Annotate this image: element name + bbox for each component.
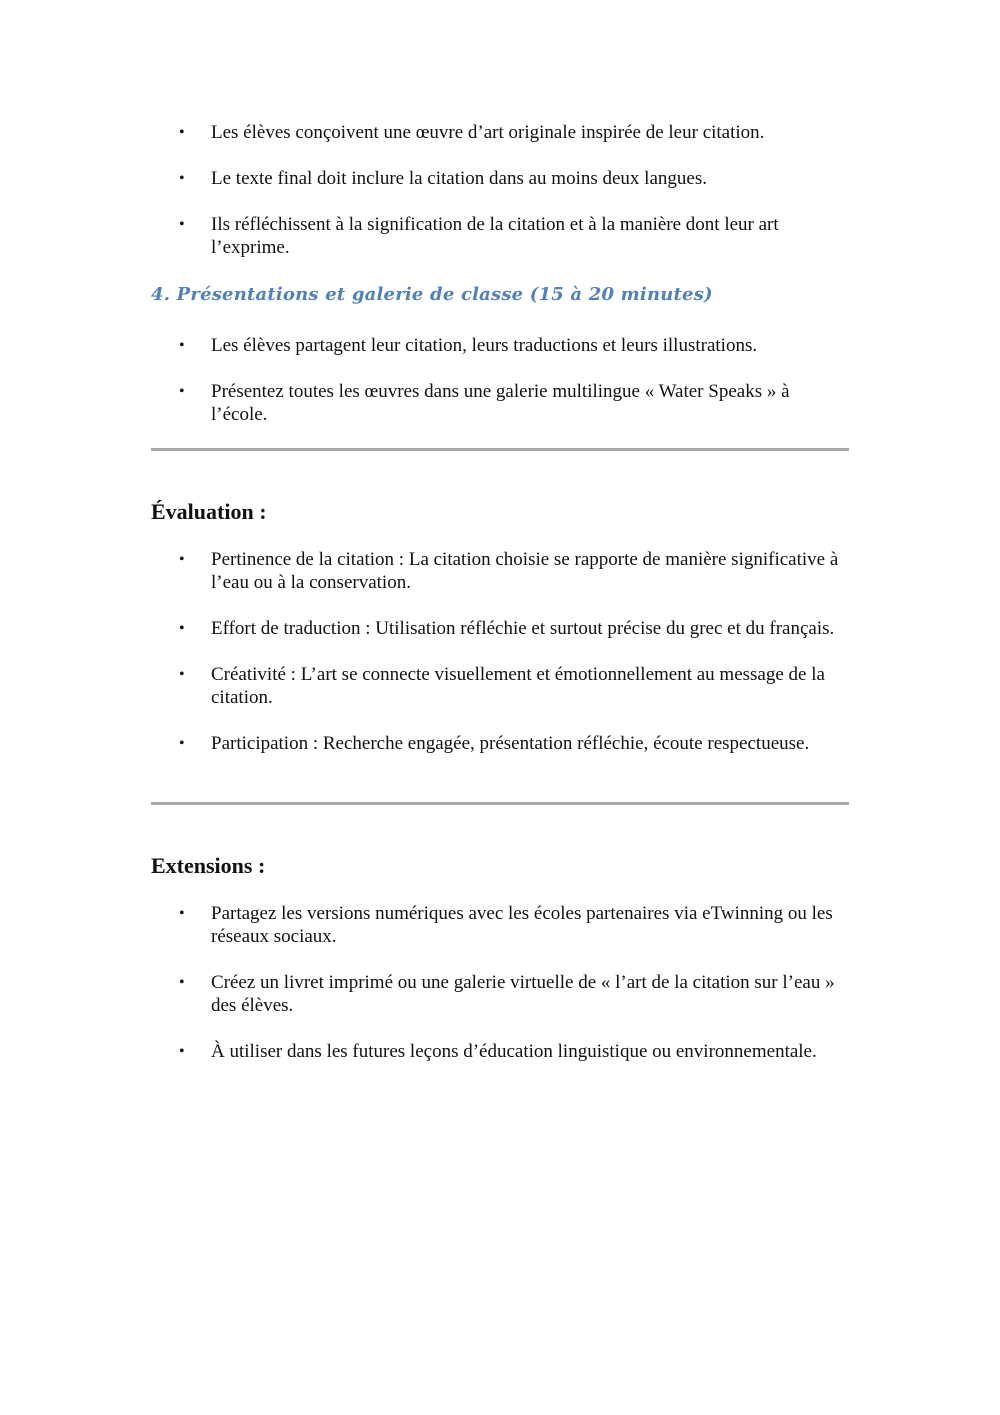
bullet-icon: • bbox=[179, 170, 185, 187]
bullet-icon: • bbox=[179, 551, 185, 568]
list-item-text: Ils réfléchissent à la signification de la citation et à la manière dont leur art l’exprime. bbox=[211, 214, 779, 258]
list-item bbox=[151, 971, 849, 1017]
list-item-text: Créez un livret imprimé ou une galerie virtuelle de « l’art de la citation sur l’eau » des élèves. bbox=[211, 972, 835, 1016]
bullet-icon: • bbox=[179, 974, 185, 991]
list-item-text: Les élèves conçoivent une œuvre d’art originale inspirée de leur citation. bbox=[211, 122, 765, 143]
list-item bbox=[151, 213, 849, 259]
bullet-icon: • bbox=[179, 337, 185, 354]
extensions-bullet-list bbox=[151, 902, 849, 1086]
activity-bullet-list bbox=[151, 121, 849, 282]
list-item-text: Présentez toutes les œuvres dans une galerie multilingue « Water Speaks » à l’école. bbox=[211, 381, 790, 425]
list-item-text: Effort de traduction : Utilisation réfléchie et surtout précise du grec et du français. bbox=[211, 618, 835, 639]
list-item bbox=[151, 663, 849, 709]
list-item-text: Les élèves partagent leur citation, leurs traductions et leurs illustrations. bbox=[211, 335, 758, 356]
list-item-text: Partagez les versions numériques avec les écoles partenaires via eTwinning ou les réseaux sociaux. bbox=[211, 903, 833, 947]
bullet-icon: • bbox=[179, 735, 185, 752]
list-item bbox=[151, 334, 849, 357]
list-item bbox=[151, 167, 849, 190]
evaluation-bullet-list bbox=[151, 548, 849, 778]
list-item-text: Créativité : L’art se connecte visuellement et émotionnellement au message de la citation. bbox=[211, 664, 825, 708]
list-item bbox=[151, 548, 849, 594]
evaluation-title: Évaluation : bbox=[151, 499, 267, 524]
bullet-icon: • bbox=[179, 620, 185, 637]
horizontal-divider bbox=[151, 802, 849, 805]
bullet-icon: • bbox=[179, 383, 185, 400]
bullet-icon: • bbox=[179, 216, 185, 233]
bullet-icon: • bbox=[179, 905, 185, 922]
bullet-icon: • bbox=[179, 124, 185, 141]
horizontal-divider bbox=[151, 448, 849, 451]
list-item bbox=[151, 121, 849, 144]
list-item-text: Pertinence de la citation : La citation choisie se rapporte de manière significative à l’eau ou à la conservation. bbox=[211, 549, 839, 593]
list-item bbox=[151, 1040, 849, 1063]
bullet-icon: • bbox=[179, 666, 185, 683]
list-item-text: Participation : Recherche engagée, présentation réfléchie, écoute respectueuse. bbox=[211, 733, 810, 754]
step-4-heading: 4. Présentations et galerie de classe (15 à 20 minutes) bbox=[151, 284, 713, 305]
extensions-title: Extensions : bbox=[151, 853, 266, 878]
list-item bbox=[151, 902, 849, 948]
step-4-bullet-list bbox=[151, 334, 849, 449]
list-item bbox=[151, 380, 849, 426]
list-item-text: Le texte final doit inclure la citation dans au moins deux langues. bbox=[211, 168, 707, 189]
list-item bbox=[151, 732, 849, 755]
list-item-text: À utiliser dans les futures leçons d’éducation linguistique ou environnementale. bbox=[211, 1041, 817, 1062]
bullet-icon: • bbox=[179, 1043, 185, 1060]
list-item bbox=[151, 617, 849, 640]
